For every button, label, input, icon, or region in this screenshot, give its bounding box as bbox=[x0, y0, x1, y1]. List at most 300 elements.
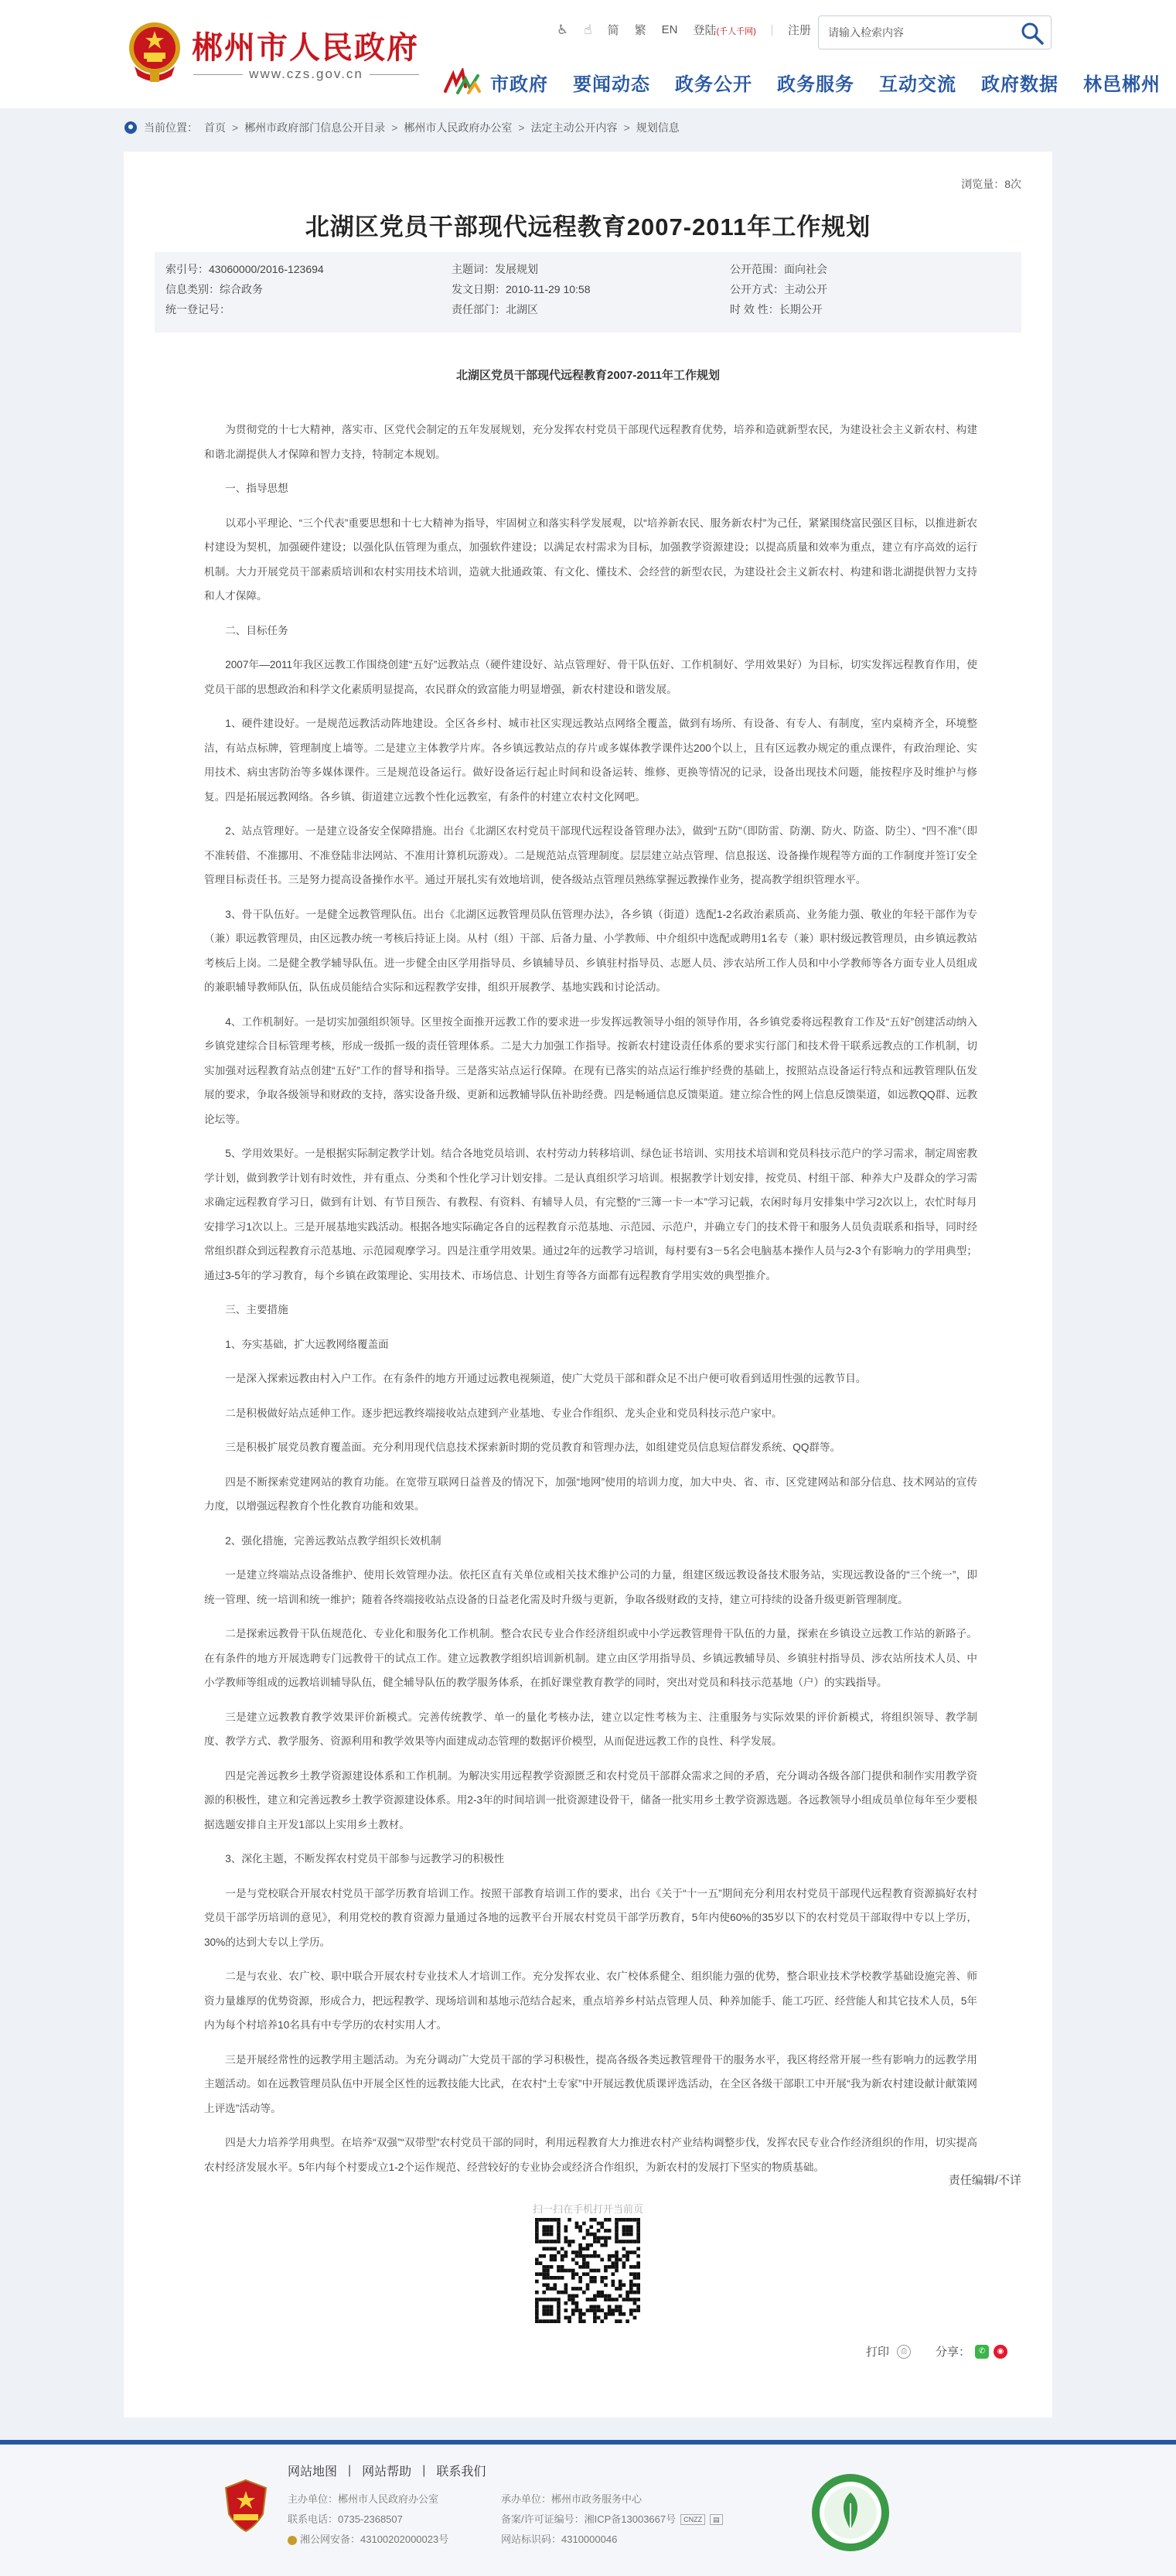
qr-module bbox=[568, 2240, 571, 2243]
qr-module bbox=[571, 2250, 575, 2254]
qr-module bbox=[600, 2280, 604, 2284]
qr-module bbox=[597, 2316, 601, 2320]
qr-module bbox=[546, 2269, 550, 2273]
qr-module bbox=[586, 2272, 590, 2276]
qr-module bbox=[571, 2272, 575, 2276]
qr-module bbox=[542, 2229, 546, 2233]
qr-module bbox=[557, 2218, 561, 2222]
qr-module bbox=[625, 2291, 629, 2295]
qr-module bbox=[575, 2222, 579, 2226]
qr-module bbox=[546, 2218, 550, 2222]
qr-module bbox=[550, 2308, 554, 2312]
qr-module bbox=[553, 2298, 557, 2301]
sub-heading: 2、强化措施，完善远教站点教学组织长效机制 bbox=[225, 1534, 441, 1547]
qr-module bbox=[611, 2265, 615, 2269]
qr-module bbox=[564, 2269, 568, 2273]
qr-module bbox=[633, 2250, 637, 2254]
qr-module bbox=[578, 2243, 582, 2247]
qr-module bbox=[629, 2272, 633, 2276]
qr-module bbox=[604, 2316, 608, 2320]
paragraph: 4、工作机制好。一是切实加强组织领导。区里按全面推开远教工作的要求进一步发挥远教领导小组的领导作用，各乡镇党委将远程教育工作及“五好”创建活动纳入乡镇党建综合目标管理考核，形成一级抓一级的责任管理体系。二是大力加强工作指导。按新农村建设责任体系的要求实行部门和技术骨干联系远教点的工作机制，切实加强对远程教育站点创建“五好”工作的督导和指导。三是落实站点运行保障。在现有已落实的站点运行维护经费的基础上，按照站点设备运行特点和远教管理队伍发展的要求，争取各级领导和财政的支持，落实设备升级、更新和远教辅导队伍补助经费。四是畅通信息反馈渠道。建立综合性的网上信息反馈渠道，如远教QQ群、远教论坛等。 bbox=[204, 1015, 977, 1125]
qr-module bbox=[593, 2305, 597, 2309]
qr-module bbox=[557, 2236, 561, 2240]
breadcrumb-office[interactable]: 郴州市人民政府办公室 bbox=[404, 121, 513, 134]
party-gov-badge-icon[interactable] bbox=[224, 2479, 268, 2533]
qr-module bbox=[622, 2261, 626, 2265]
qr-module bbox=[582, 2236, 586, 2240]
paragraph: 为贯彻党的十七大精神，落实市、区党代会制定的五年发展规划，充分发挥农村党员干部现代远程教育优势，培养和造就新型农民，为建设社会主义新农村、构建和谐北湖提供人才保障和智力支持，特制定本规划。 bbox=[204, 424, 977, 460]
qr-module bbox=[564, 2291, 568, 2295]
qr-module bbox=[546, 2276, 550, 2280]
search-icon[interactable] bbox=[1020, 21, 1045, 46]
qr-module bbox=[589, 2233, 593, 2237]
footer-contact-link[interactable]: 联系我们 bbox=[436, 2465, 486, 2479]
qr-module bbox=[550, 2287, 554, 2291]
qr-module bbox=[550, 2229, 554, 2233]
qr-module bbox=[578, 2319, 582, 2323]
qr-module bbox=[542, 2225, 546, 2229]
location-pin-icon bbox=[124, 121, 138, 135]
qr-module bbox=[535, 2305, 539, 2309]
qr-module bbox=[625, 2254, 629, 2258]
qr-module bbox=[615, 2287, 619, 2291]
breadcrumb-statutory[interactable]: 法定主动公开内容 bbox=[530, 121, 618, 134]
qr-module bbox=[564, 2287, 568, 2291]
qr-module bbox=[597, 2222, 601, 2226]
breadcrumb-separator: > bbox=[391, 121, 398, 134]
qr-module bbox=[535, 2229, 539, 2233]
qr-module bbox=[575, 2305, 579, 2309]
qr-module bbox=[557, 2265, 561, 2269]
qr-module bbox=[619, 2258, 622, 2262]
stats-icon[interactable]: ▤ bbox=[710, 2514, 723, 2525]
qr-module bbox=[629, 2287, 633, 2291]
qr-module bbox=[625, 2229, 629, 2233]
qr-module bbox=[636, 2291, 640, 2295]
qr-module bbox=[629, 2291, 633, 2295]
qr-module bbox=[550, 2258, 554, 2262]
qr-module bbox=[625, 2218, 629, 2222]
qr-module bbox=[557, 2301, 561, 2305]
qr-module bbox=[633, 2291, 637, 2295]
qr-module bbox=[615, 2269, 619, 2273]
qr-module bbox=[633, 2218, 637, 2222]
qr-module bbox=[582, 2291, 586, 2295]
error-correction-seal-icon[interactable] bbox=[810, 2472, 891, 2553]
qr-module bbox=[550, 2265, 554, 2269]
breadcrumb bbox=[124, 120, 680, 135]
sub-heading: 1、夯实基础，扩大远教网络覆盖面 bbox=[225, 1338, 389, 1350]
nav-gov-disclosure[interactable]: 政务公开 bbox=[675, 73, 752, 95]
qr-module bbox=[582, 2319, 586, 2323]
top-toolbar bbox=[557, 22, 811, 38]
qr-module bbox=[575, 2308, 579, 2312]
article-card bbox=[124, 152, 1052, 2417]
nav-linyi-chenzhou[interactable]: 林邑郴州 bbox=[1083, 73, 1161, 95]
qr-module bbox=[600, 2319, 604, 2323]
qr-module bbox=[571, 2276, 575, 2280]
qr-module bbox=[597, 2308, 601, 2312]
qr-module bbox=[589, 2298, 593, 2301]
qr-module bbox=[553, 2247, 557, 2251]
paragraph: 2、站点管理好。一是建立设备安全保障措施。出台《北湖区农村党员干部现代远程设备管理办法》，做到“五防”（即防雷、防潮、防火、防盗、防尘）、“四不准”（即不准转借、不准挪用、不准登陆非法网站、不准用计算机玩游戏）。二是规范站点管理制度。层层建立站点管理、信息报送、设备操作规程等方面的工作制度并签订安全管理目标责任书。三是努力提高设备操作水平。通过开展扎实有效地培训，使各级站点管理员熟练掌握远教操作业务，提高教学组织管理水平。 bbox=[204, 825, 977, 885]
qr-module bbox=[608, 2312, 612, 2316]
qr-module bbox=[589, 2269, 593, 2273]
qr-module bbox=[593, 2233, 597, 2237]
qr-module bbox=[604, 2269, 608, 2273]
qr-module bbox=[593, 2298, 597, 2301]
qr-module bbox=[542, 2305, 546, 2309]
nav-city-gov[interactable]: 市政府 bbox=[490, 73, 548, 95]
search-input[interactable] bbox=[827, 22, 1012, 43]
site-title[interactable]: 郴州市人民政府 bbox=[192, 29, 419, 66]
qr-module bbox=[535, 2301, 539, 2305]
paragraph: 二是与农业、农广校、职中联合开展农村专业技术人才培训工作。充分发挥农业、农广校体系健全、组织能力强的优势，整合职业技术学校教学基础设施完善、师资力量雄厚的优势资源，形成合力，把远程教学、现场培训和基地示范结合起来，重点培养乡村站点管理人员、种养加能手、能工巧匠、经营能人和其它技术人员，5年内为每个村培养10名具有中专学历的农村实用人才。 bbox=[204, 1970, 977, 2031]
qr-module bbox=[615, 2218, 619, 2222]
qr-module bbox=[571, 2240, 575, 2243]
breadcrumb-catalog[interactable]: 郴州市政府部门信息公开目录 bbox=[244, 121, 386, 134]
qr-module bbox=[619, 2319, 622, 2323]
section-heading: 三、主要措施 bbox=[225, 1304, 288, 1315]
qr-module bbox=[589, 2218, 593, 2222]
qr-module bbox=[557, 2229, 561, 2233]
qr-module bbox=[586, 2233, 590, 2237]
qr-module bbox=[550, 2298, 554, 2301]
qr-module bbox=[557, 2312, 561, 2316]
qr-module bbox=[535, 2236, 539, 2240]
qr-module bbox=[568, 2294, 571, 2298]
qr-module bbox=[600, 2225, 604, 2229]
qr-module bbox=[615, 2258, 619, 2262]
qr-module bbox=[546, 2298, 550, 2301]
qr-module bbox=[578, 2254, 582, 2258]
qr-module bbox=[553, 2283, 557, 2287]
qr-module bbox=[608, 2294, 612, 2298]
qr-module bbox=[622, 2233, 626, 2237]
qr-module bbox=[561, 2265, 564, 2269]
qr-module bbox=[557, 2308, 561, 2312]
qr-module bbox=[553, 2254, 557, 2258]
footer-info-row bbox=[288, 2530, 829, 2550]
qr-module bbox=[539, 2272, 543, 2276]
qr-module bbox=[636, 2236, 640, 2240]
qr-module bbox=[593, 2308, 597, 2312]
qr-module bbox=[539, 2298, 543, 2301]
qr-module bbox=[564, 2301, 568, 2305]
qr-module bbox=[593, 2280, 597, 2284]
qr-module bbox=[597, 2269, 601, 2273]
qr-module bbox=[619, 2308, 622, 2312]
qr-module bbox=[535, 2308, 539, 2312]
qr-module bbox=[593, 2276, 597, 2280]
qr-module bbox=[636, 2308, 640, 2312]
qr-module bbox=[597, 2236, 601, 2240]
qr-module bbox=[542, 2233, 546, 2237]
qr-module bbox=[633, 2265, 637, 2269]
site-domain: www.czs.gov.cn bbox=[193, 67, 419, 82]
qr-module bbox=[582, 2272, 586, 2276]
qr-module bbox=[582, 2222, 586, 2226]
qr-module bbox=[564, 2236, 568, 2240]
qr-module bbox=[542, 2312, 546, 2316]
article-body bbox=[204, 418, 977, 2189]
cnzz-logo[interactable]: CNZZ bbox=[680, 2514, 705, 2525]
register-link[interactable]: 注册 bbox=[787, 24, 811, 37]
paragraph: 二是积极做好站点延伸工作。逐步把远教终端接收站点建到产业基地、专业合作组织、龙头企业和党员科技示范户家中。 bbox=[225, 1407, 782, 1419]
qr-module bbox=[578, 2308, 582, 2312]
qr-module bbox=[578, 2287, 582, 2291]
nav-gov-service[interactable]: 政务服务 bbox=[777, 73, 854, 95]
qr-module bbox=[625, 2250, 629, 2254]
qr-module bbox=[636, 2247, 640, 2251]
meta-scope: 公开范围：面向社会 bbox=[730, 263, 827, 275]
qr-module bbox=[597, 2305, 601, 2309]
wechat-icon[interactable]: ✆ bbox=[975, 2345, 989, 2359]
qr-module bbox=[546, 2283, 550, 2287]
qr-module bbox=[593, 2218, 597, 2222]
qr-module bbox=[615, 2265, 619, 2269]
qr-module bbox=[600, 2294, 604, 2298]
qr-module bbox=[542, 2319, 546, 2323]
qr-module bbox=[578, 2250, 582, 2254]
qr-module bbox=[636, 2265, 640, 2269]
qr-module bbox=[539, 2319, 543, 2323]
qr-module bbox=[535, 2225, 539, 2229]
view-count: 浏览量：8次 bbox=[961, 178, 1021, 190]
qr-module bbox=[535, 2261, 539, 2265]
qr-module bbox=[629, 2312, 633, 2316]
qr-module bbox=[586, 2308, 590, 2312]
qr-module bbox=[568, 2269, 571, 2273]
qr-module bbox=[636, 2276, 640, 2280]
qr-module bbox=[578, 2229, 582, 2233]
nav-gov-data[interactable]: 政府数据 bbox=[981, 73, 1058, 95]
qr-module bbox=[578, 2316, 582, 2320]
qr-module bbox=[571, 2301, 575, 2305]
qr-code-icon bbox=[535, 2218, 640, 2323]
qr-module bbox=[625, 2233, 629, 2237]
qr-module bbox=[604, 2294, 608, 2298]
qr-module bbox=[629, 2218, 633, 2222]
paragraph: 以邓小平理论、“三个代表”重要思想和十七大精神为指导，牢固树立和落实科学发展观，以“培养新农民、服务新农村”为己任，紧紧围绕富民强区目标，以推进新农村建设为契机，加强硬件建设；以强化队伍管理为重点，加强软件建设；以满足农村需求为目标，加强教学资源建设；以提高质量和效率为重点，建立有序高效的运行机制。大力开展党员干部素质培训和农村实用技术培训，造就大批通政策、有文化、懂技术、会经营的新型农民，为建设社会主义新农村、构建和谐北湖提供智力支持和人才保障。 bbox=[204, 517, 977, 602]
qr-module bbox=[619, 2312, 622, 2316]
qr-module bbox=[578, 2280, 582, 2284]
qr-module bbox=[561, 2247, 564, 2251]
footer-sitemap-link[interactable]: 网站地图 bbox=[288, 2465, 338, 2479]
qr-module bbox=[633, 2240, 637, 2243]
meta-date: 发文日期：2010-11-29 10:58 bbox=[452, 283, 591, 295]
qr-module bbox=[608, 2236, 612, 2240]
qr-module bbox=[557, 2298, 561, 2301]
english-link[interactable]: EN bbox=[661, 23, 678, 36]
site-header bbox=[0, 0, 1176, 108]
login-link[interactable]: 登陆(千人千网) bbox=[693, 24, 756, 37]
qr-module bbox=[625, 2258, 629, 2262]
footer-links bbox=[288, 2462, 486, 2479]
accessibility-icon[interactable]: ♿ bbox=[557, 22, 569, 37]
breadcrumb-planning[interactable]: 规划信息 bbox=[636, 121, 680, 134]
qr-module bbox=[586, 2247, 590, 2251]
qr-module bbox=[542, 2218, 546, 2222]
qr-module bbox=[629, 2308, 633, 2312]
qr-module bbox=[622, 2312, 626, 2316]
breadcrumb-separator: > bbox=[623, 121, 630, 134]
qr-module bbox=[604, 2240, 608, 2243]
traditional-chinese-link[interactable]: 繁 bbox=[634, 24, 646, 37]
qr-module bbox=[625, 2240, 629, 2243]
qr-module bbox=[564, 2250, 568, 2254]
nav-news[interactable]: 要闻动态 bbox=[573, 73, 650, 95]
qr-module bbox=[546, 2240, 550, 2243]
site-footer bbox=[0, 2445, 1176, 2576]
qr-module bbox=[571, 2308, 575, 2312]
qr-module bbox=[535, 2240, 539, 2243]
qr-module bbox=[568, 2243, 571, 2247]
qr-module bbox=[586, 2261, 590, 2265]
weibo-icon[interactable]: ◉ bbox=[994, 2345, 1007, 2359]
share-bar bbox=[936, 2343, 1007, 2359]
qr-module bbox=[542, 2276, 546, 2280]
qr-module bbox=[615, 2305, 619, 2309]
breadcrumb-home[interactable]: 首页 bbox=[204, 121, 226, 134]
qr-module bbox=[636, 2233, 640, 2237]
qr-module bbox=[557, 2225, 561, 2229]
qr-module bbox=[550, 2225, 554, 2229]
nav-interaction[interactable]: 互动交流 bbox=[879, 73, 956, 95]
qr-module bbox=[619, 2240, 622, 2243]
qr-module bbox=[600, 2222, 604, 2226]
print-button[interactable] bbox=[866, 2343, 911, 2359]
qr-module bbox=[546, 2305, 550, 2309]
qr-module bbox=[629, 2265, 633, 2269]
qr-module bbox=[619, 2283, 622, 2287]
meta-method: 公开方式：主动公开 bbox=[730, 283, 827, 295]
qr-module bbox=[546, 2319, 550, 2323]
qr-module bbox=[589, 2243, 593, 2247]
qr-module bbox=[622, 2225, 626, 2229]
qr-module bbox=[636, 2298, 640, 2301]
qr-module bbox=[546, 2247, 550, 2251]
qr-module bbox=[535, 2280, 539, 2284]
meta-dept: 责任部门：北湖区 bbox=[452, 303, 538, 316]
printer-icon: ⎙ bbox=[897, 2345, 911, 2359]
qr-module bbox=[550, 2276, 554, 2280]
qr-module bbox=[542, 2308, 546, 2312]
paragraph: 一是与党校联合开展农村党员干部学历教育培训工作。按照干部教育培训工作的要求，出台《关于“十一五”期间充分利用农村党员干部现代远程教育资源搞好农村党员干部学历培训的意见》，利用党校的教育资源力量通过各地的远教平台开展农村党员干部学历教育，5年内使60%的35岁以下的农村党员干部取得中专以上学历，30%的达到大专以上学历。 bbox=[204, 1887, 977, 1948]
qr-module bbox=[542, 2269, 546, 2273]
qr-module bbox=[582, 2261, 586, 2265]
paragraph: 四是完善远教乡土教学资源建设体系和工作机制。为解决实用远程教学资源匮乏和农村党员干部群众需求之间的矛盾，充分调动各级各部门提供和制作实用教学资源的积极性，建立和完善远教乡土教学资源建设体系。用2-3年的时间培训一批资源建设骨干，储备一批实用乡土教学资源选题。各远教领导小组成员单位每年至少要根据选题安排自主开发1部以上实用乡土教材。 bbox=[204, 1769, 977, 1830]
qr-module bbox=[582, 2247, 586, 2251]
qr-module bbox=[561, 2276, 564, 2280]
main-nav bbox=[442, 68, 1161, 96]
qr-module bbox=[629, 2229, 633, 2233]
footer-organizer: 承办单位：郴州市政务服务中心 bbox=[501, 2493, 643, 2505]
qr-module bbox=[615, 2319, 619, 2323]
qr-module bbox=[546, 2272, 550, 2276]
paragraph: 1、硬件建设好。一是规范远教活动阵地建设。全区各乡村、城市社区实现远教站点网络全覆盖，做到有场所、有设备、有专人、有制度，室内桌椅齐全，环境整洁，有站点标牌，管理制度上墙等。二是建立主体教学片库。各乡镇远教站点的存片或多媒体教学课件达200个以上，且有区远教办规定的重点课件，有政治理论、实用技术、病虫害防治等多媒体课件。三是规范设备运行。做好设备运行起止时间和设备运转、维修、更换等情况的记录，设备出现技术问题，能按程序及时维护与修复。四是拓展远教网络。各乡镇、街道建立远教个性化远教室，有条件的村建立农村文化网吧。 bbox=[204, 718, 977, 803]
qr-module bbox=[539, 2218, 543, 2222]
qr-module bbox=[546, 2312, 550, 2316]
qr-module bbox=[604, 2218, 608, 2222]
footer-link-separator: | bbox=[348, 2463, 352, 2477]
paragraph: 三是建立远教教育教学效果评价新模式。完善传统教学、单一的量化考核办法，建立以定性考核为主、注重服务与实际效果的评价新模式，将组织领导、教学制度、教学方式、教学服务、资源利用和教学效果等内面建成动态管理的数据评价模型，从而促进远教工作的良性、科学发展。 bbox=[204, 1711, 977, 1747]
qr-module bbox=[629, 2225, 633, 2229]
qr-module bbox=[535, 2319, 539, 2323]
qr-module bbox=[586, 2243, 590, 2247]
qr-module bbox=[571, 2269, 575, 2273]
search-box bbox=[818, 15, 1052, 49]
qr-module bbox=[611, 2298, 615, 2301]
qr-module bbox=[636, 2272, 640, 2276]
qr-module bbox=[615, 2240, 619, 2243]
qr-module bbox=[600, 2276, 604, 2280]
breadcrumb-separator: > bbox=[232, 121, 239, 134]
qr-module bbox=[629, 2283, 633, 2287]
qr-module bbox=[604, 2243, 608, 2247]
qr-module bbox=[611, 2272, 615, 2276]
qr-module bbox=[553, 2258, 557, 2262]
qr-module bbox=[593, 2294, 597, 2298]
footer-info-row bbox=[288, 2489, 829, 2509]
qr-module bbox=[619, 2280, 622, 2284]
sub-heading: 3、深化主题，不断发挥农村党员干部参与远教学习的积极性 bbox=[225, 1853, 505, 1865]
qr-module bbox=[557, 2250, 561, 2254]
qr-module bbox=[593, 2250, 597, 2254]
qr-module bbox=[622, 2265, 626, 2269]
qr-module bbox=[589, 2225, 593, 2229]
qr-module bbox=[615, 2308, 619, 2312]
breadcrumb-separator: > bbox=[518, 121, 525, 134]
qr-module bbox=[564, 2229, 568, 2233]
qr-module bbox=[615, 2250, 619, 2254]
qr-module bbox=[633, 2316, 637, 2320]
qr-module bbox=[597, 2291, 601, 2295]
meta-index-no: 索引号：43060000/2016-123694 bbox=[165, 263, 324, 275]
footer-info-row bbox=[288, 2509, 829, 2530]
qr-module bbox=[535, 2312, 539, 2316]
qr-module bbox=[608, 2305, 612, 2309]
paragraph: 2007年—2011年我区远教工作围绕创建“五好”远教站点（硬件建设好、站点管理好、骨干队伍好、工作机制好、学用效果好）为目标，切实发挥远程教育作用，使党员干部的思想政治和科学文化素质明显提高，农民群众的致富能力明显增强，新农村建设和谐发展。 bbox=[204, 659, 977, 695]
hand-icon[interactable]: ☝ bbox=[584, 22, 592, 37]
paragraph: 5、学用效果好。一是根据实际制定教学计划。结合各地党员培训、农村劳动力转移培训、绿色证书培训、实用技术培训和党员科技示范户的学习需求，制定周密教学计划，做到教学计划有时效性，并有重点、分类和个性化学习计划安排。二是认真组织学习培训。根据教学计划安排，按党员、村组干部、种养大户及群众的学习需求确定远程教育学习日，做到有计划、有节目预告、有教程、有资料、有辅导人员，有完整的“三簿一卡一本”学习记载，农闲时每月安排集中学习2次以上，农忙时每月安排学习1次以上。三是开展基地实践活动。根据各地实际确定各自的远程教育示范基地、示范园、示范户，并确立专门的技术骨干和服务人员负责联系和指导，同时经常组织群众到远程教育示范基地、示范园观摩学习。四是注重学用效果。通过2年的远教学习培训，每村要有3－5名会电脑基本操作人员与2-3个有影响力的学用典型；通过3-5年的学习教育，每个乡镇在政策理论、实用技术、市场信息、计划生育等各方面都有远程教育学用实效的典型推介。 bbox=[204, 1148, 977, 1281]
qr-module bbox=[611, 2280, 615, 2284]
qr-module bbox=[593, 2316, 597, 2320]
qr-module bbox=[575, 2254, 579, 2258]
qr-module bbox=[629, 2250, 633, 2254]
qr-module bbox=[535, 2258, 539, 2262]
qr-module bbox=[564, 2225, 568, 2229]
qr-module bbox=[535, 2291, 539, 2295]
qr-module bbox=[604, 2298, 608, 2301]
qr-module bbox=[564, 2308, 568, 2312]
simplified-chinese-link[interactable]: 简 bbox=[607, 24, 619, 37]
qr-module bbox=[582, 2258, 586, 2262]
qr-module bbox=[633, 2283, 637, 2287]
qr-module bbox=[557, 2240, 561, 2243]
qr-module bbox=[597, 2254, 601, 2258]
qr-module bbox=[582, 2265, 586, 2269]
footer-police[interactable]: 湘公网安备：43100202000023号 bbox=[288, 2530, 501, 2550]
qr-module bbox=[589, 2305, 593, 2309]
qr-module bbox=[578, 2247, 582, 2251]
qr-module bbox=[629, 2298, 633, 2301]
qr-module bbox=[619, 2294, 622, 2298]
qr-module bbox=[586, 2229, 590, 2233]
footer-help-link[interactable]: 网站帮助 bbox=[362, 2465, 412, 2479]
qr-module bbox=[611, 2312, 615, 2316]
paragraph: 三是积极扩展党员教育覆盖面。充分利用现代信息技术探索新时期的党员教育和管理办法，如组建党员信息短信群发系统、QQ群等。 bbox=[225, 1442, 841, 1453]
